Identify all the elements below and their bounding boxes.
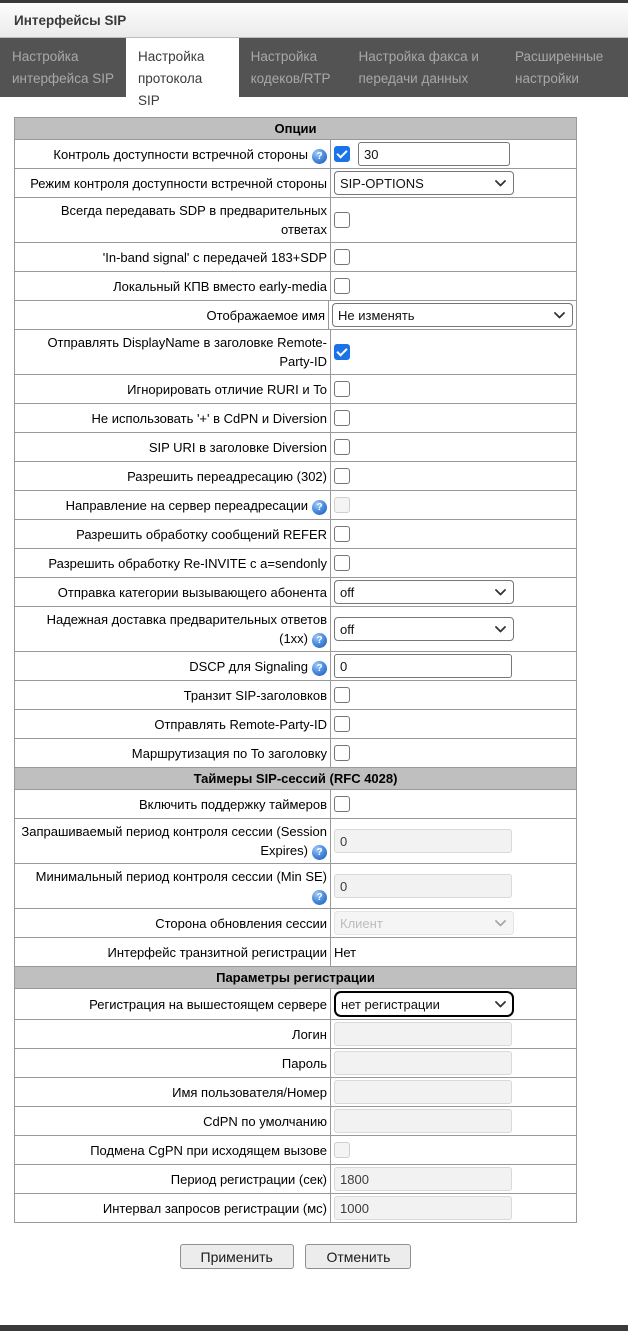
row-username (15, 1077, 576, 1106)
setting-label: Контроль доступности встречной стороны (53, 146, 308, 162)
setting-label: Сторона обновления сессии (155, 915, 327, 931)
redirect-server-direction-checkbox (334, 497, 350, 513)
setting-label: SIP URI в заголовке Diversion (148, 439, 327, 455)
page-title: Интерфейсы SIP (14, 12, 127, 28)
row-sip-headers-transit (15, 680, 576, 709)
row-allow-reinvite-sendonly (15, 548, 576, 577)
help-icon[interactable]: ? (312, 845, 327, 860)
setting-label: Подмена CgPN при исходящем вызове (90, 1142, 327, 1158)
transit-registration-value: Нет (334, 944, 357, 960)
setting-label: Всегда передавать SDP в предварительных ответах (60, 203, 327, 237)
row-transit-registration (15, 937, 576, 966)
row-route-by-to (15, 738, 576, 767)
section-header-options: Опции (15, 118, 576, 139)
setting-label: Маршрутизация по To заголовку (131, 745, 327, 761)
row-send-displayname-rpid (15, 329, 576, 374)
row-allow-302-redirect (15, 461, 576, 490)
registration-period-input (334, 1167, 512, 1191)
reliable-provisional-select[interactable] (334, 617, 514, 641)
dscp-signaling-input[interactable] (334, 654, 512, 678)
display-name-select[interactable] (332, 303, 573, 327)
setting-label: 'In-band signal' с передачей 183+SDP (102, 249, 327, 265)
local-ringback-checkbox[interactable] (334, 278, 350, 294)
row-registration-mode (15, 988, 576, 1019)
row-inband-signal (15, 242, 576, 271)
password-input (334, 1051, 512, 1075)
help-icon[interactable]: ? (312, 500, 327, 515)
bottom-chrome-strip (0, 1325, 628, 1331)
row-registration-retry-interval (15, 1193, 576, 1222)
registration-mode-select[interactable] (334, 991, 514, 1017)
page-header (0, 3, 628, 38)
setting-label: Надежная доставка предварительных ответов (1xx) (46, 612, 327, 646)
row-login (15, 1019, 576, 1048)
cancel-button[interactable]: Отменить (305, 1244, 411, 1269)
login-input (334, 1022, 512, 1046)
row-no-plus-cdpn-diversion (15, 403, 576, 432)
form-actions (14, 1244, 577, 1269)
help-icon[interactable]: ? (312, 890, 327, 905)
send-displayname-rpid-checkbox[interactable] (334, 344, 350, 360)
send-rpid-checkbox[interactable] (334, 716, 350, 732)
row-display-name (15, 300, 576, 329)
setting-label: Не использовать '+' в CdPN и Diversion (91, 410, 327, 426)
setting-label: Отправлять DisplayName в заголовке Remote-Party-ID (47, 335, 327, 369)
setting-label: Режим контроля доступности встречной стороны (30, 175, 327, 191)
setting-label: Транзит SIP-заголовков (183, 687, 327, 703)
tab-sip-protocol-settings[interactable]: Настройка протокола SIP (126, 38, 239, 97)
timers-enable-checkbox[interactable] (334, 796, 350, 812)
section-header-registration: Параметры регистрации (15, 966, 576, 988)
row-availability-check-mode (15, 168, 576, 197)
setting-label: Интерфейс транзитной регистрации (107, 944, 327, 960)
sip-headers-transit-checkbox[interactable] (334, 687, 350, 703)
setting-label: Отправлять Remote-Party-ID (154, 716, 327, 732)
row-local-ringback (15, 271, 576, 300)
help-icon[interactable]: ? (312, 661, 327, 676)
default-cdpn-input (334, 1109, 512, 1133)
row-cgpn-substitution (15, 1135, 576, 1164)
help-icon[interactable]: ? (312, 149, 327, 164)
session-refresher-select (334, 911, 514, 935)
row-send-rpid (15, 709, 576, 738)
row-reliable-provisional (15, 606, 576, 651)
route-by-to-checkbox[interactable] (334, 745, 350, 761)
row-timers-enable (15, 789, 576, 818)
cgpn-substitution-checkbox (334, 1142, 350, 1158)
ignore-ruri-to-checkbox[interactable] (334, 381, 350, 397)
tab-advanced-settings[interactable]: Расширенные настройки (514, 49, 604, 86)
row-min-se (15, 863, 576, 908)
setting-label: Разрешить переадресацию (302) (127, 468, 327, 484)
setting-label: Минимальный период контроля сессии (Min SE) (35, 869, 327, 884)
allow-reinvite-sendonly-checkbox[interactable] (334, 555, 350, 571)
page-content (0, 97, 628, 1269)
setting-label: Период регистрации (сек) (170, 1171, 327, 1187)
setting-label: Регистрация на вышестоящем сервере (89, 996, 327, 1012)
registration-retry-interval-input (334, 1196, 512, 1220)
row-default-cdpn (15, 1106, 576, 1135)
row-redirect-server-direction (15, 490, 576, 519)
setting-label: Запрашиваемый период контроля сессии (Session Expires) (21, 824, 327, 858)
setting-label: Пароль (281, 1055, 327, 1071)
no-plus-cdpn-diversion-checkbox[interactable] (334, 410, 350, 426)
tab-sip-interface-settings[interactable]: Настройка интерфейса SIP (12, 49, 114, 86)
tab-codecs-rtp-settings[interactable]: Настройка кодеков/RTP (250, 49, 331, 86)
setting-label: Разрешить обработку сообщений REFER (76, 526, 327, 542)
row-calling-party-category (15, 577, 576, 606)
setting-label: Имя пользователя/Номер (172, 1084, 327, 1100)
setting-label: Включить поддержку таймеров (138, 796, 327, 812)
setting-label: Направление на сервер переадресации (65, 497, 308, 513)
row-registration-period (15, 1164, 576, 1193)
always-sdp-provisional-checkbox[interactable] (334, 212, 350, 228)
setting-label: Интервал запросов регистрации (мс) (102, 1200, 327, 1216)
setting-label: Разрешить обработку Re-INVITE с a=sendonly (48, 555, 327, 571)
sip-uri-diversion-checkbox[interactable] (334, 439, 350, 455)
availability-check-period-input[interactable] (358, 142, 510, 166)
setting-label: Логин (292, 1026, 327, 1042)
row-session-refresher (15, 908, 576, 937)
tab-bar (0, 38, 628, 108)
setting-label: DSCP для Signaling (189, 658, 308, 674)
row-password (15, 1048, 576, 1077)
tab-fax-data-settings[interactable]: Настройка факса и передачи данных (358, 49, 479, 86)
section-header-session-timers: Таймеры SIP-сессий (RFC 4028) (15, 767, 576, 789)
session-expires-input (334, 829, 512, 853)
setting-label: Локальный КПВ вместо early-media (113, 278, 327, 294)
row-session-expires (15, 818, 576, 863)
setting-label: Отображаемое имя (206, 307, 325, 323)
row-dscp-signaling (15, 651, 576, 680)
row-ignore-ruri-to (15, 374, 576, 403)
availability-check-mode-select[interactable] (334, 171, 514, 195)
row-availability-check (15, 139, 576, 168)
row-always-sdp-provisional (15, 197, 576, 242)
allow-refer-checkbox[interactable] (334, 526, 350, 542)
setting-label: Игнорировать отличие RURI и To (127, 381, 327, 397)
username-number-input (334, 1080, 512, 1104)
sip-settings-table (14, 117, 577, 1223)
row-sip-uri-diversion (15, 432, 576, 461)
row-allow-refer (15, 519, 576, 548)
availability-check-checkbox[interactable] (334, 146, 350, 162)
setting-label: CdPN по умолчанию (203, 1113, 327, 1129)
calling-party-category-select[interactable] (334, 580, 514, 604)
setting-label: Отправка категории вызывающего абонента (57, 584, 327, 600)
apply-button[interactable]: Применить (180, 1244, 294, 1269)
min-se-input (334, 874, 512, 898)
allow-302-redirect-checkbox[interactable] (334, 468, 350, 484)
inband-signal-checkbox[interactable] (334, 249, 350, 265)
help-icon[interactable]: ? (312, 633, 327, 648)
